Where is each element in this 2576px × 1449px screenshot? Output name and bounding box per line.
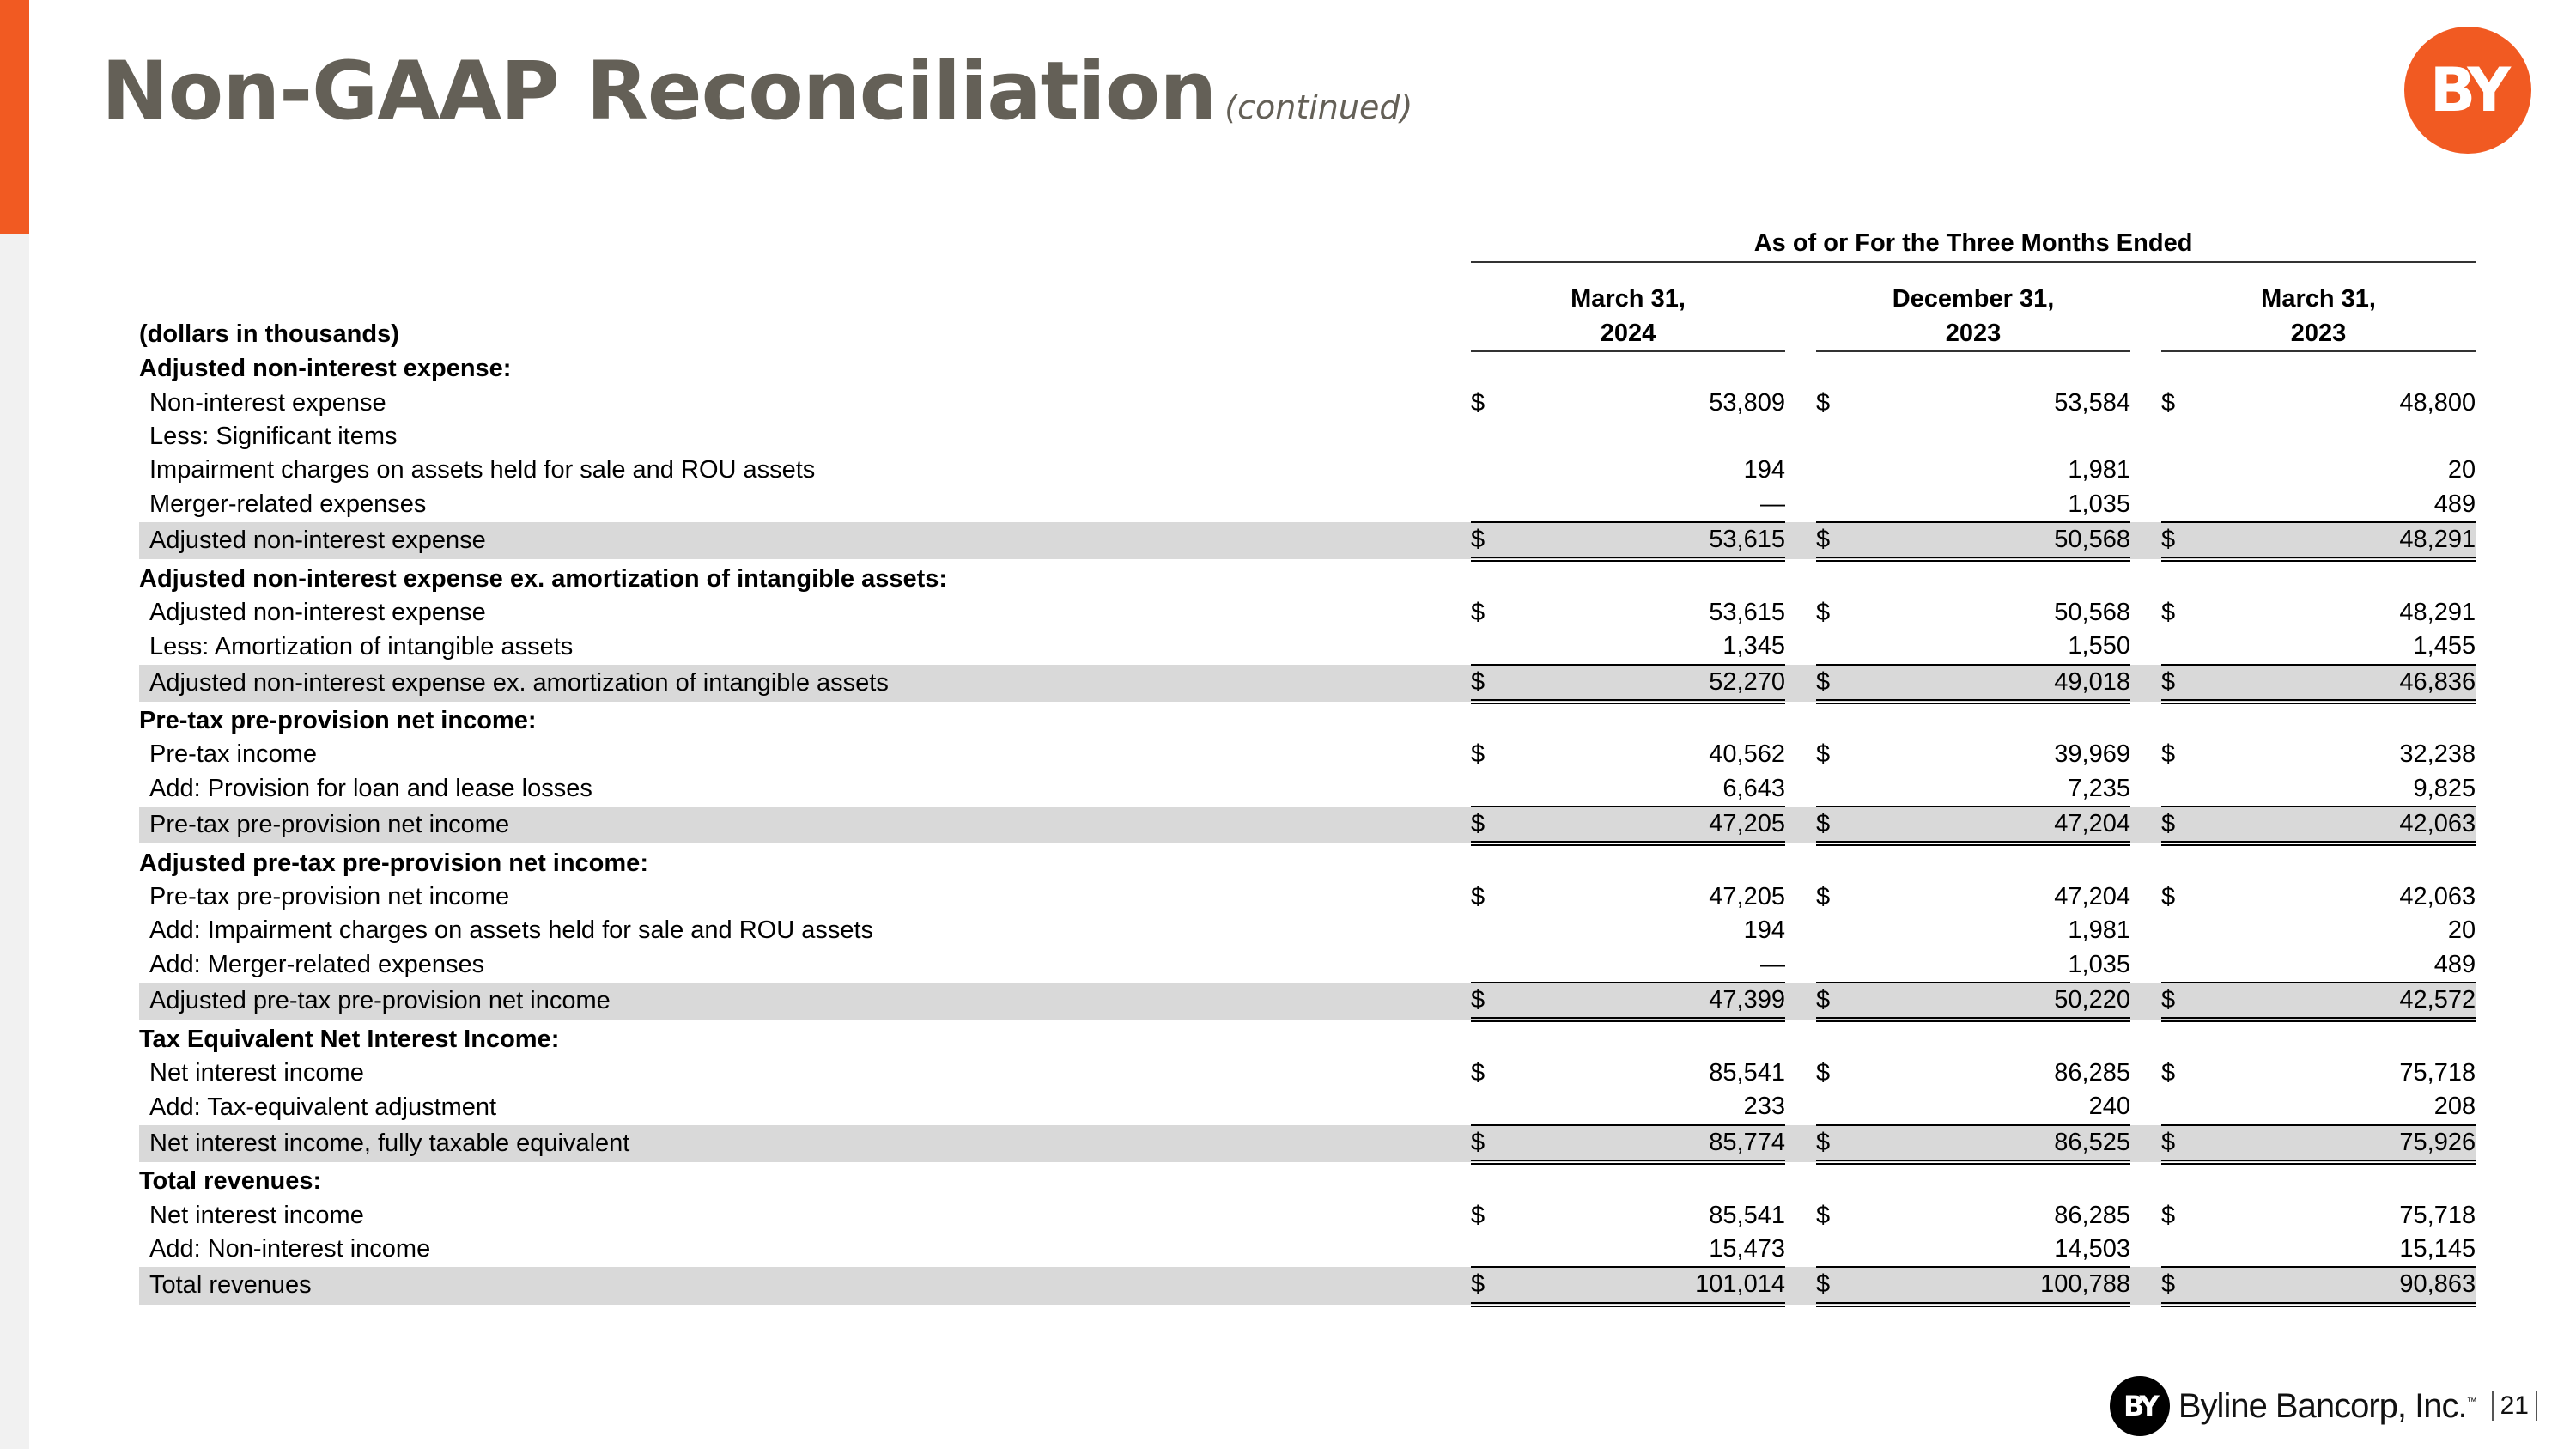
column-gap (1440, 1125, 1471, 1162)
value-cell: 75,718 (2399, 1201, 2476, 1229)
currency-symbol (1816, 420, 1873, 454)
table-row (139, 630, 2476, 664)
column-gap (1440, 880, 1471, 914)
value-cell (1528, 420, 1785, 454)
column-gap (1440, 1056, 1471, 1090)
currency-symbol: $ (1471, 598, 1485, 626)
value-cell: 47,399 (1528, 983, 1785, 1020)
currency-symbol (2161, 454, 2218, 487)
currency-symbol: $ (1816, 1059, 1831, 1087)
value-cell: 1,455 (2218, 630, 2476, 664)
column-gap (1785, 738, 1816, 771)
column-gap (2130, 454, 2161, 487)
column-gap (2130, 665, 2161, 702)
column-header-row (139, 282, 2476, 351)
currency-symbol (2161, 420, 2218, 454)
currency-symbol: $ (1471, 1201, 1485, 1229)
total-label: Adjusted non-interest expense (139, 522, 1440, 559)
value-cell: 1,981 (2068, 456, 2130, 484)
currency-symbol: $ (1471, 522, 1528, 559)
column-gap (1785, 420, 1816, 454)
currency-symbol: $ (1471, 983, 1528, 1020)
column-gap (2130, 1267, 2161, 1304)
column-gap (1440, 420, 1471, 454)
column-gap (2130, 420, 2161, 454)
currency-symbol (1471, 454, 1528, 487)
column-gap (2130, 948, 2161, 983)
column-gap (2130, 488, 2161, 522)
value-cell: 53,809 (1709, 388, 1785, 417)
table-row (139, 488, 2476, 522)
column-gap (1440, 807, 1471, 843)
column-gap (1440, 665, 1471, 702)
section-heading: Adjusted pre-tax pre-provision net income: (139, 849, 648, 877)
column-header-1 (1471, 282, 1785, 351)
section-heading: Adjusted non-interest expense ex. amortization of intangible assets: (139, 564, 948, 593)
company-logo-text: BY (2429, 55, 2506, 125)
column-gap (1785, 630, 1816, 664)
currency-symbol (1471, 488, 1528, 522)
value-cell: 39,969 (2054, 740, 2130, 769)
column-gap (2130, 1056, 2161, 1090)
column-gap (1785, 488, 1816, 522)
value-cell: 49,018 (1873, 665, 2130, 702)
value-cell: 48,291 (2399, 598, 2476, 626)
value-cell: 9,825 (2218, 772, 2476, 807)
value-cell: 48,800 (2399, 388, 2476, 417)
column-gap (1785, 983, 1816, 1020)
column-gap (1440, 983, 1471, 1020)
value-cell: 86,285 (2054, 1059, 2130, 1087)
column-gap (1785, 772, 1816, 807)
column-gap (1785, 522, 1816, 559)
currency-symbol: $ (1471, 388, 1485, 417)
currency-symbol (1816, 772, 1873, 807)
period-header-row (139, 225, 2476, 262)
page-title-text: Non-GAAP Reconciliation (101, 45, 1217, 138)
column-gap (2130, 772, 2161, 807)
value-cell: 20 (2447, 916, 2476, 945)
currency-symbol: $ (2161, 1267, 2218, 1304)
currency-symbol: $ (1816, 807, 1873, 843)
currency-symbol: $ (1816, 388, 1831, 417)
table-row (139, 1233, 2476, 1267)
column-header-2-line2: 2023 (1945, 320, 2002, 347)
value-cell: 42,063 (2218, 807, 2476, 843)
table-row (139, 738, 2476, 771)
value-cell: 85,541 (1709, 1201, 1785, 1229)
currency-symbol: $ (1471, 807, 1528, 843)
column-gap (2130, 807, 2161, 843)
currency-symbol: $ (1471, 740, 1485, 769)
total-label: Pre-tax pre-provision net income (139, 807, 1440, 843)
table-total-row (139, 522, 2476, 559)
table-row (139, 454, 2476, 487)
currency-symbol: $ (1816, 665, 1873, 702)
column-gap (2130, 1125, 2161, 1162)
currency-symbol (2161, 914, 2218, 947)
table-total-row (139, 665, 2476, 702)
table-row (139, 386, 2476, 419)
currency-symbol (1816, 454, 1873, 487)
currency-symbol: $ (1471, 665, 1528, 702)
column-gap (1785, 386, 1816, 419)
currency-symbol: $ (1816, 1201, 1831, 1229)
column-gap (1440, 1090, 1471, 1124)
table-total-row (139, 1267, 2476, 1304)
column-gap (1440, 488, 1471, 522)
column-gap (1440, 386, 1471, 419)
table-row (139, 420, 2476, 454)
column-gap (1440, 1233, 1471, 1267)
currency-symbol (1471, 772, 1528, 807)
currency-symbol (1471, 1233, 1528, 1267)
table-total-row (139, 983, 2476, 1020)
row-label: Non-interest expense (149, 388, 386, 417)
column-gap (1785, 948, 1816, 983)
page-number: 21 (2492, 1391, 2537, 1421)
currency-symbol: $ (1471, 1125, 1528, 1162)
currency-symbol (1816, 630, 1873, 664)
currency-symbol: $ (1816, 1125, 1873, 1162)
value-cell (2218, 420, 2476, 454)
column-gap (2130, 1090, 2161, 1124)
currency-symbol (1471, 1090, 1528, 1124)
table-row (139, 914, 2476, 947)
total-label: Total revenues (139, 1267, 1440, 1304)
value-cell: 101,014 (1528, 1267, 1785, 1304)
footer-logo-text: BY (2123, 1390, 2156, 1422)
column-gap (2130, 914, 2161, 947)
column-header-3-line1: March 31, (2261, 285, 2376, 313)
column-header-2 (1816, 282, 2130, 351)
value-cell: 1,345 (1528, 630, 1785, 664)
value-cell: 86,285 (2054, 1201, 2130, 1229)
currency-symbol: $ (1471, 1267, 1528, 1304)
currency-symbol: $ (2161, 388, 2176, 417)
currency-symbol (2161, 948, 2218, 983)
table-row (139, 772, 2476, 807)
column-gap (1785, 1125, 1816, 1162)
currency-symbol (2161, 1233, 2218, 1267)
value-cell: 52,270 (1528, 665, 1785, 702)
column-gap (1440, 596, 1471, 630)
column-gap (1785, 454, 1816, 487)
total-label: Net interest income, fully taxable equivalent (139, 1125, 1440, 1162)
currency-symbol: $ (1816, 598, 1831, 626)
column-header-2-line1: December 31, (1892, 285, 2055, 313)
value-cell: 53,584 (2054, 388, 2130, 417)
value-cell: 1,550 (1873, 630, 2130, 664)
column-gap (1440, 454, 1471, 487)
value-cell: 50,220 (1873, 983, 2130, 1020)
currency-symbol (1816, 914, 1873, 947)
column-gap (2130, 596, 2161, 630)
currency-symbol: $ (2161, 883, 2176, 911)
value-cell: 14,503 (1873, 1233, 2130, 1267)
value-cell: 100,788 (1873, 1267, 2130, 1304)
table-row (139, 880, 2476, 914)
currency-symbol (1471, 948, 1528, 983)
section-heading: Total revenues: (139, 1167, 322, 1196)
column-gap (1440, 1198, 1471, 1232)
value-cell: 53,615 (1709, 598, 1785, 626)
value-cell: 489 (2218, 488, 2476, 522)
column-gap (1440, 738, 1471, 771)
value-cell: 1,035 (1873, 948, 2130, 983)
currency-symbol: $ (2161, 1059, 2176, 1087)
row-label: Merger-related expenses (149, 490, 427, 519)
value-cell: 46,836 (2218, 665, 2476, 702)
column-gap (2130, 1233, 2161, 1267)
column-gap (1785, 914, 1816, 947)
row-label: Adjusted non-interest expense (149, 598, 486, 626)
currency-symbol: $ (1816, 740, 1831, 769)
currency-symbol (1816, 1233, 1873, 1267)
column-gap (2130, 386, 2161, 419)
row-label: Less: Significant items (149, 422, 398, 450)
column-gap (2130, 738, 2161, 771)
value-cell: 47,205 (1709, 883, 1785, 911)
currency-symbol: $ (1471, 1059, 1485, 1087)
column-gap (1440, 522, 1471, 559)
value-cell: 489 (2218, 948, 2476, 983)
column-gap (1785, 1267, 1816, 1304)
currency-symbol (1816, 1090, 1873, 1124)
column-gap (1785, 1198, 1816, 1232)
currency-symbol (1471, 914, 1528, 947)
currency-symbol: $ (1816, 883, 1831, 911)
currency-symbol: $ (2161, 1125, 2218, 1162)
value-cell: — (1528, 488, 1785, 522)
value-cell: 194 (1743, 916, 1785, 945)
value-cell: 240 (1873, 1090, 2130, 1124)
column-header-3-line2: 2023 (2290, 320, 2347, 347)
table-row (139, 1056, 2476, 1090)
section-heading-row (139, 1020, 2476, 1056)
company-logo (2404, 27, 2531, 154)
units-label: (dollars in thousands) (139, 320, 399, 348)
value-cell: 85,541 (1709, 1059, 1785, 1087)
column-header-1-line1: March 31, (1571, 285, 1686, 313)
value-cell: 75,718 (2399, 1059, 2476, 1087)
value-cell: 233 (1528, 1090, 1785, 1124)
column-gap (1785, 1056, 1816, 1090)
column-gap (1440, 1267, 1471, 1304)
value-cell: 48,291 (2218, 522, 2476, 559)
section-heading: Pre-tax pre-provision net income: (139, 707, 537, 735)
value-cell: 194 (1743, 456, 1785, 484)
value-cell: 15,145 (2218, 1233, 2476, 1267)
row-label: Add: Tax-equivalent adjustment (149, 1093, 497, 1121)
currency-symbol (2161, 1090, 2218, 1124)
value-cell: 42,063 (2399, 883, 2476, 911)
currency-symbol (1816, 948, 1873, 983)
value-cell: 47,204 (2054, 883, 2130, 911)
row-label: Add: Provision for loan and lease losses (149, 775, 592, 803)
footer-brand-text: Byline Bancorp, Inc. (2178, 1386, 2467, 1425)
footer (2110, 1372, 2537, 1440)
row-label: Add: Merger-related expenses (149, 951, 485, 979)
table-row (139, 1090, 2476, 1124)
currency-symbol: $ (1816, 1267, 1873, 1304)
table-total-row (139, 1125, 2476, 1162)
row-label: Net interest income (149, 1201, 364, 1229)
section-heading-row (139, 702, 2476, 738)
value-cell: 50,568 (1873, 522, 2130, 559)
column-gap (1440, 948, 1471, 983)
value-cell: 90,863 (2218, 1267, 2476, 1304)
reconciliation-table-body (139, 225, 2476, 1305)
value-cell: 53,615 (1528, 522, 1785, 559)
row-label: Pre-tax pre-provision net income (149, 883, 510, 911)
currency-symbol (2161, 772, 2218, 807)
table-row (139, 1198, 2476, 1232)
value-cell: 7,235 (1873, 772, 2130, 807)
column-gap (1440, 772, 1471, 807)
section-heading-row (139, 351, 2476, 386)
column-gap (2130, 1198, 2161, 1232)
page-title (101, 45, 1413, 138)
column-gap (2130, 880, 2161, 914)
column-header-3 (2161, 282, 2476, 351)
currency-symbol: $ (1816, 983, 1873, 1020)
page-title-suffix: (continued) (1224, 88, 1413, 126)
currency-symbol: $ (2161, 598, 2176, 626)
column-gap (1785, 596, 1816, 630)
total-label: Adjusted pre-tax pre-provision net income (139, 983, 1440, 1020)
footer-trademark: ™ (2466, 1395, 2476, 1408)
total-label: Adjusted non-interest expense ex. amortization of intangible assets (139, 665, 1440, 702)
column-header-1-line2: 2024 (1600, 320, 1656, 347)
value-cell: 32,238 (2399, 740, 2476, 769)
column-gap (2130, 630, 2161, 664)
value-cell: 1,981 (2068, 916, 2130, 945)
column-gap (1785, 1090, 1816, 1124)
section-heading-row (139, 843, 2476, 880)
currency-symbol (2161, 488, 2218, 522)
column-gap (1440, 630, 1471, 664)
row-label: Less: Amortization of intangible assets (149, 632, 574, 661)
currency-symbol (1471, 630, 1528, 664)
footer-logo-mark (2110, 1376, 2170, 1436)
currency-symbol (1816, 488, 1873, 522)
currency-symbol: $ (1471, 883, 1485, 911)
value-cell: 47,205 (1528, 807, 1785, 843)
column-gap (1440, 914, 1471, 947)
column-gap (1785, 807, 1816, 843)
currency-symbol (1471, 420, 1528, 454)
value-cell: 85,774 (1528, 1125, 1785, 1162)
currency-symbol: $ (2161, 740, 2176, 769)
currency-symbol: $ (2161, 665, 2218, 702)
period-header: As of or For the Three Months Ended (1471, 225, 2476, 262)
value-cell: — (1528, 948, 1785, 983)
currency-symbol: $ (2161, 807, 2218, 843)
value-cell: 86,525 (1873, 1125, 2130, 1162)
column-gap (2130, 983, 2161, 1020)
table-total-row (139, 807, 2476, 843)
currency-symbol: $ (2161, 1201, 2176, 1229)
value-cell (1873, 420, 2130, 454)
currency-symbol: $ (1816, 522, 1873, 559)
value-cell: 42,572 (2218, 983, 2476, 1020)
currency-symbol: $ (2161, 522, 2218, 559)
section-heading-row (139, 559, 2476, 595)
row-label: Pre-tax income (149, 740, 318, 769)
reconciliation-table (139, 225, 2476, 1307)
left-accent-bar (0, 0, 29, 234)
value-cell: 47,204 (1873, 807, 2130, 843)
column-gap (1785, 665, 1816, 702)
column-gap (2130, 522, 2161, 559)
value-cell: 6,643 (1528, 772, 1785, 807)
value-cell: 15,473 (1528, 1233, 1785, 1267)
row-label: Impairment charges on assets held for sale and ROU assets (149, 456, 816, 484)
currency-symbol (2161, 630, 2218, 664)
footer-brand (2178, 1387, 2476, 1426)
row-label: Add: Non-interest income (149, 1235, 431, 1263)
row-label: Add: Impairment charges on assets held for sale and ROU assets (149, 916, 874, 945)
value-cell: 75,926 (2218, 1125, 2476, 1162)
value-cell: 1,035 (1873, 488, 2130, 522)
value-cell: 20 (2447, 456, 2476, 484)
value-cell: 50,568 (2054, 598, 2130, 626)
section-heading: Tax Equivalent Net Interest Income: (139, 1025, 560, 1053)
value-cell: 208 (2218, 1090, 2476, 1124)
currency-symbol: $ (2161, 983, 2218, 1020)
table-row (139, 948, 2476, 983)
section-heading: Adjusted non-interest expense: (139, 355, 512, 383)
table-row (139, 596, 2476, 630)
row-label: Net interest income (149, 1059, 364, 1087)
section-heading-row (139, 1162, 2476, 1198)
column-gap (1785, 1233, 1816, 1267)
value-cell: 40,562 (1709, 740, 1785, 769)
column-gap (1785, 880, 1816, 914)
